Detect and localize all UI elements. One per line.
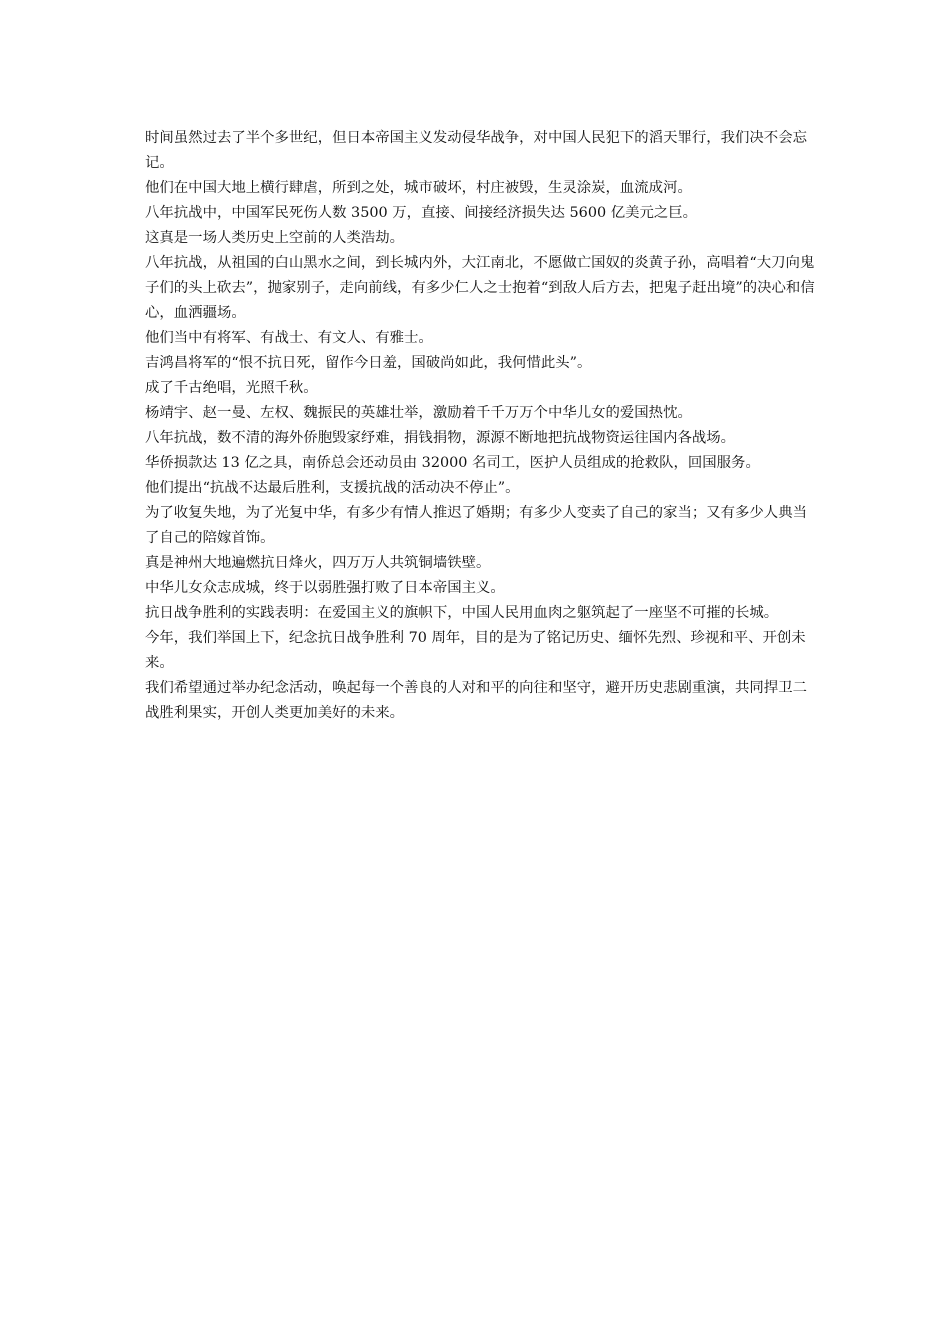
paragraph: 真是神州大地遍燃抗日烽火，四万万人共筑铜墙铁壁。 [145, 555, 491, 571]
paragraph: 为了收复失地，为了光复中华，有多少有情人推迟了婚期；有多少人变卖了自己的家当；又有多少人典当了自己的陪嫁首饰。 [145, 505, 807, 546]
paragraph: 华侨损款达 13 亿之具，南侨总会还动员由 32000 名司工，医护人员组成的抢救队，回国服务。 [145, 455, 760, 471]
paragraph: 今年，我们举国上下，纪念抗日战争胜利 70 周年，目的是为了铭记历史、缅怀先烈、珍视和平、开创未来。 [145, 630, 806, 671]
document-body [145, 126, 817, 726]
paragraph: 杨靖宇、赵一曼、左权、魏振民的英雄壮举，激励着千千万万个中华儿女的爱国热忱。 [145, 405, 692, 421]
paragraph: 他们当中有将军、有战士、有文人、有雅士。 [145, 330, 433, 346]
paragraph: 抗日战争胜利的实践表明：在爱国主义的旗帜下，中国人民用血肉之躯筑起了一座坚不可摧的长城。 [145, 605, 779, 621]
paragraph: 他们提出“抗战不达最后胜利，支援抗战的活动决不停止”。 [145, 480, 520, 496]
paragraph: 吉鸿昌将军的“恨不抗日死，留作今日羞，国破尚如此，我何惜此头”。 [145, 355, 592, 371]
paragraph: 时间虽然过去了半个多世纪，但日本帝国主义发动侵华战争，对中国人民犯下的滔天罪行，我们决不会忘记。 [145, 130, 807, 171]
paragraph: 成了千古绝唱，光照千秋。 [145, 380, 318, 396]
paragraph: 他们在中国大地上横行肆虐，所到之处，城市破坏，村庄被毁，生灵涂炭，血流成河。 [145, 180, 692, 196]
paragraph: 八年抗战中，中国军民死伤人数 3500 万，直接、间接经济损失达 5600 亿美元之巨。 [145, 205, 698, 221]
paragraph: 中华儿女众志成城，终于以弱胜强打败了日本帝国主义。 [145, 580, 505, 596]
paragraph: 我们希望通过举办纪念活动，唤起每一个善良的人对和平的向往和坚守，避开历史悲剧重演，共同捍卫二战胜利果实，开创人类更加美好的未来。 [145, 680, 807, 721]
paragraph: 八年抗战，数不清的海外侨胞毁家纾难，捐钱捐物，源源不断地把抗战物资运往国内各战场。 [145, 430, 736, 446]
paragraph: 这真是一场人类历史上空前的人类浩劫。 [145, 230, 405, 246]
paragraph: 八年抗战，从祖国的白山黑水之间，到长城内外，大江南北，不愿做亡国奴的炎黄子孙，高唱着“大刀向鬼子们的头上砍去”，抛家别子，走向前线，有多少仁人之士抱着“到敌人后方去，把鬼子赶出境”的决心和信心，血洒疆场。 [145, 255, 815, 321]
